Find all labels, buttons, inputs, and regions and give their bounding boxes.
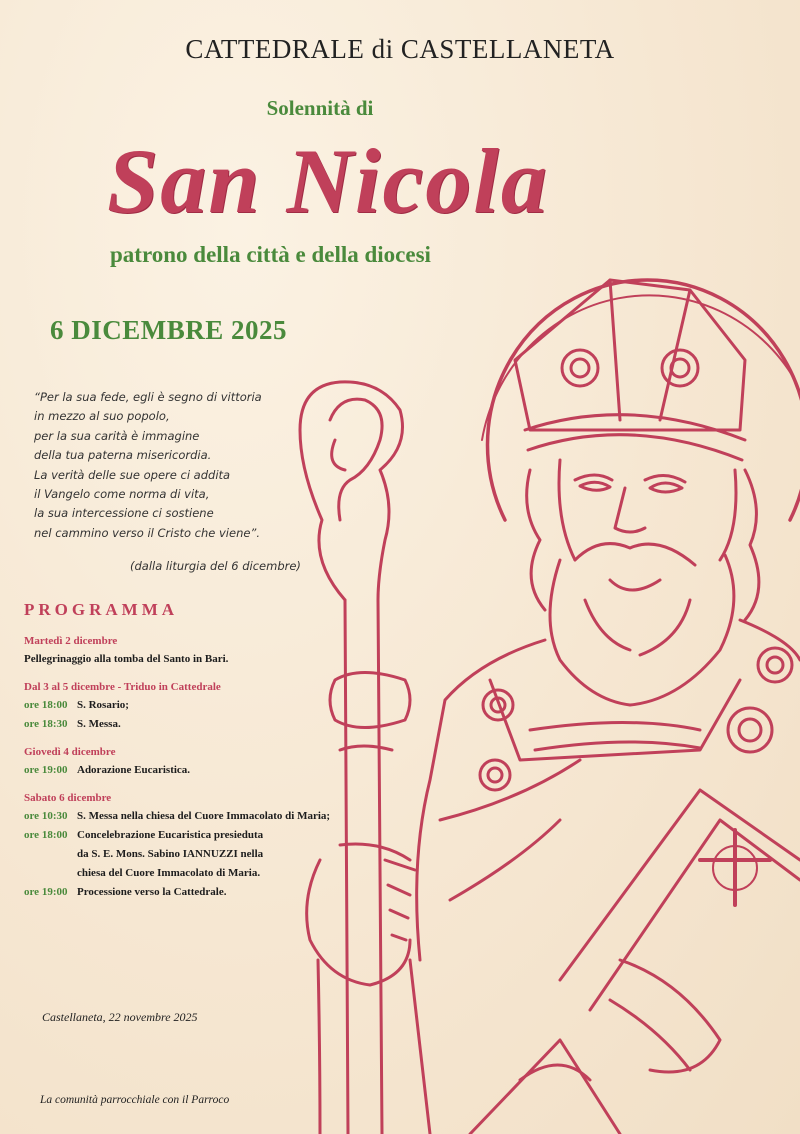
event-time: ore 19:00 <box>24 886 68 898</box>
program-event <box>24 807 364 826</box>
program-event <box>24 715 364 734</box>
program-event <box>24 883 364 902</box>
event-description: Processione verso la Cattedrale. <box>77 886 227 898</box>
quote-line: la sua intercessione ci sostiene <box>34 506 214 521</box>
event-description: S. Messa nella chiesa del Cuore Immacolato di Maria; <box>77 810 331 822</box>
event-time: ore 19:00 <box>24 764 68 776</box>
program-day-label: Sabato 6 dicembre <box>24 792 112 804</box>
quote-line: La verità delle sue opere ci addita <box>34 467 231 482</box>
quote-line: della tua paterna misericordia. <box>34 448 212 463</box>
quote-line: in mezzo al suo popolo, <box>34 409 170 424</box>
event-time: ore 18:00 <box>24 829 68 841</box>
event-description: S. Rosario; <box>77 699 129 711</box>
program-event-text: Pellegrinaggio alla tomba del Santo in Bari. <box>24 653 229 665</box>
event-description: Adorazione Eucaristica. <box>77 764 191 776</box>
place-and-date: Castellaneta, 22 novembre 2025 <box>42 1010 198 1024</box>
program-day-label: Martedì 2 dicembre <box>24 635 118 647</box>
event-time: ore 18:30 <box>24 718 68 730</box>
program-day-label: Dal 3 al 5 dicembre - Triduo in Cattedrale <box>24 681 221 693</box>
event-time: ore 18:00 <box>24 699 68 711</box>
cathedral-title: CATTEDRALE di CASTELLANETA <box>185 34 615 64</box>
quote-source: (dalla liturgia del 6 dicembre) <box>130 559 301 573</box>
event-description-continued: chiesa del Cuore Immacolato di Maria. <box>77 867 261 879</box>
program-event <box>24 761 364 780</box>
saint-name-heading: San Nicola <box>107 130 549 232</box>
patron-subtitle: patrono della città e della diocesi <box>110 242 431 267</box>
program-list <box>24 633 364 902</box>
event-description-continued: da S. E. Mons. Sabino IANNUZZI nella <box>77 848 264 860</box>
event-time: ore 10:30 <box>24 810 68 822</box>
program-event <box>24 826 364 845</box>
event-description: Concelebrazione Eucaristica presieduta <box>77 829 264 841</box>
event-date: 6 DICEMBRE 2025 <box>50 315 288 345</box>
program-day-label: Giovedì 4 dicembre <box>24 746 116 758</box>
liturgy-quote <box>34 388 314 543</box>
quote-line: il Vangelo come norma di vita, <box>34 487 210 502</box>
signature-line: La comunità parrocchiale con il Parroco <box>40 1094 230 1106</box>
program-heading: PROGRAMMA <box>24 600 179 619</box>
quote-line: “Per la sua fede, egli è segno di vittoria <box>34 390 262 404</box>
program-event <box>24 696 364 715</box>
event-description: S. Messa. <box>77 718 121 730</box>
solemnity-subtitle: Solennità di <box>266 96 374 120</box>
quote-line: nel cammino verso il Cristo che viene”. <box>34 525 261 540</box>
quote-line: per la sua carità è immagine <box>34 428 200 443</box>
